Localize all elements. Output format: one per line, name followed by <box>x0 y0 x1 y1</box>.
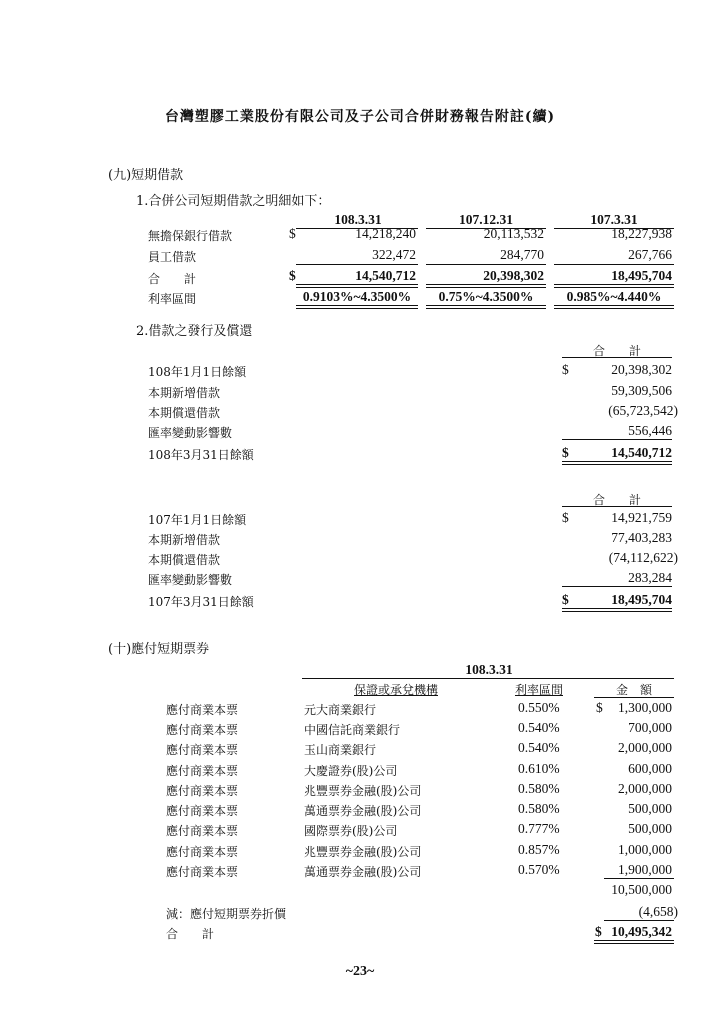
col-header-108-3-31: 108.3.31 <box>334 212 382 227</box>
currency-sign: $ <box>562 445 569 460</box>
table-date-header: 108.3.31 <box>465 662 513 677</box>
note-type: 應付商業本票 <box>166 804 239 818</box>
note-type: 應付商業本票 <box>166 764 239 778</box>
currency-sign: $ <box>562 362 569 377</box>
interest-range-cell: 0.9103%~4.3500% <box>302 289 412 304</box>
currency-sign: $ <box>562 592 569 607</box>
institution-name: 中國信託商業銀行 <box>304 723 401 737</box>
section-heading-short-term-borrowings: (九)短期借款 <box>108 168 184 183</box>
section-heading-short-term-notes-payable: (十)應付短期票券 <box>108 642 210 657</box>
value-cell: 14,218,240 <box>355 226 416 241</box>
row-label-interest-range: 利率區間 <box>148 292 197 306</box>
currency-sign: $ <box>289 226 296 241</box>
amount-cell: 2,000,000 <box>618 781 672 796</box>
row-label: 108年3月31日餘額 <box>148 448 254 462</box>
row-label-unsecured-bank-loans: 無擔保銀行借款 <box>148 229 233 243</box>
subsection-issuance-repayment: 2.借款之發行及償還 <box>136 324 253 339</box>
total-value-cell: 20,398,302 <box>483 268 544 283</box>
row-label: 匯率變動影響數 <box>148 426 233 440</box>
institution-name: 元大商業銀行 <box>304 703 377 717</box>
page-title: 台灣塑膠工業股份有限公司及子公司合併財務報告附註(續) <box>164 109 556 125</box>
total-value-cell: 14,540,712 <box>611 445 672 460</box>
value-cell: (74,112,622) <box>608 550 678 565</box>
col-header-107-12-31: 107.12.31 <box>459 212 513 227</box>
value-cell: 556,446 <box>628 423 672 438</box>
value-cell: 18,227,938 <box>611 226 672 241</box>
row-label: 本期新增借款 <box>148 533 221 547</box>
row-label: 108年1月1日餘額 <box>148 365 247 379</box>
value-cell: 322,472 <box>372 247 416 262</box>
interest-range-cell: 0.75%~4.3500% <box>438 289 534 304</box>
value-cell: 267,766 <box>628 247 672 262</box>
interest-rate: 0.610% <box>518 761 560 776</box>
total-amount: 10,495,342 <box>611 924 672 939</box>
note-type: 應付商業本票 <box>166 824 239 838</box>
note-type: 應付商業本票 <box>166 845 239 859</box>
total-value-cell: 18,495,704 <box>611 592 672 607</box>
interest-rate: 0.550% <box>518 700 560 715</box>
institution-name: 國際票券(股)公司 <box>304 824 398 838</box>
row-label-employee-loans: 員工借款 <box>148 250 197 264</box>
amount-cell: 700,000 <box>628 720 672 735</box>
interest-rate: 0.777% <box>518 821 560 836</box>
note-type: 應付商業本票 <box>166 865 239 879</box>
total-value-cell: 14,540,712 <box>355 268 416 283</box>
row-label-total: 合 計 <box>148 272 197 286</box>
amount-cell: 500,000 <box>628 821 672 836</box>
amount-cell: 1,300,000 <box>618 700 672 715</box>
total-value-cell: 18,495,704 <box>611 268 672 283</box>
page-number: ~23~ <box>345 964 375 979</box>
row-label: 107年1月1日餘額 <box>148 513 247 527</box>
row-label: 本期新增借款 <box>148 386 221 400</box>
amount-cell: 1,000,000 <box>618 842 672 857</box>
note-type: 應付商業本票 <box>166 703 239 717</box>
note-type: 應付商業本票 <box>166 743 239 757</box>
row-label: 匯率變動影響數 <box>148 573 233 587</box>
value-cell: 20,398,302 <box>611 362 672 377</box>
currency-sign: $ <box>596 700 603 715</box>
col-header-amount: 金 額 <box>615 683 652 697</box>
interest-rate: 0.580% <box>518 781 560 796</box>
row-label: 本期償還借款 <box>148 406 221 420</box>
col-header-institution: 保證或承兌機構 <box>353 683 438 697</box>
currency-sign: $ <box>595 924 602 939</box>
value-cell: (65,723,542) <box>608 403 678 418</box>
subsection-borrowing-details: 1.合併公司短期借款之明細如下： <box>136 194 331 209</box>
col-header-total: 合 計 <box>592 344 641 358</box>
institution-name: 萬通票券金融(股)公司 <box>304 865 422 879</box>
note-type: 應付商業本票 <box>166 784 239 798</box>
row-label: 本期償還借款 <box>148 553 221 567</box>
amount-cell: 500,000 <box>628 801 672 816</box>
discount-label: 減：應付短期票券折價 <box>166 907 287 921</box>
amount-cell: 600,000 <box>628 761 672 776</box>
institution-name: 萬通票券金融(股)公司 <box>304 804 422 818</box>
value-cell: 20,113,532 <box>483 226 544 241</box>
institution-name: 大慶證券(股)公司 <box>304 764 398 778</box>
discount-amount: (4,658) <box>638 904 678 919</box>
value-cell: 77,403,283 <box>611 530 672 545</box>
interest-rate: 0.857% <box>518 842 560 857</box>
subtotal-amount: 10,500,000 <box>611 882 672 897</box>
note-type: 應付商業本票 <box>166 723 239 737</box>
currency-sign: $ <box>562 510 569 525</box>
col-header-rate: 利率區間 <box>514 683 563 697</box>
value-cell: 284,770 <box>500 247 544 262</box>
col-header-107-3-31: 107.3.31 <box>590 212 638 227</box>
total-label: 合 計 <box>166 927 215 941</box>
currency-sign: $ <box>289 268 296 283</box>
col-header-total: 合 計 <box>592 493 641 507</box>
interest-rate: 0.540% <box>518 740 560 755</box>
interest-rate: 0.570% <box>518 862 560 877</box>
institution-name: 兆豐票券金融(股)公司 <box>304 845 422 859</box>
interest-rate: 0.580% <box>518 801 560 816</box>
amount-cell: 1,900,000 <box>618 862 672 877</box>
row-label: 107年3月31日餘額 <box>148 595 254 609</box>
interest-rate: 0.540% <box>518 720 560 735</box>
institution-name: 玉山商業銀行 <box>304 743 377 757</box>
value-cell: 14,921,759 <box>611 510 672 525</box>
institution-name: 兆豐票券金融(股)公司 <box>304 784 422 798</box>
amount-cell: 2,000,000 <box>618 740 672 755</box>
value-cell: 283,284 <box>628 570 672 585</box>
value-cell: 59,309,506 <box>611 383 672 398</box>
interest-range-cell: 0.985%~4.440% <box>566 289 662 304</box>
